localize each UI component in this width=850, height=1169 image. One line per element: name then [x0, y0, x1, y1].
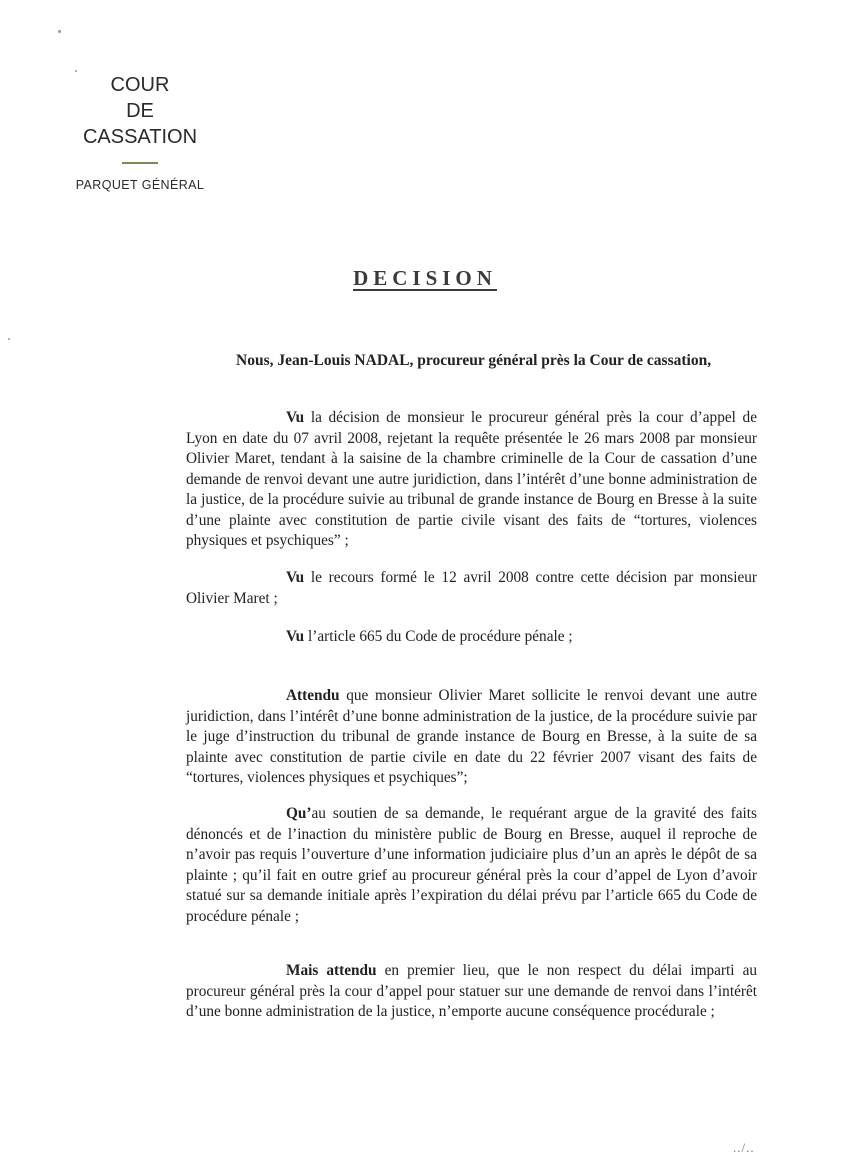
letterhead-department: PARQUET GÉNÉRAL	[75, 178, 205, 192]
letterhead-rule	[122, 162, 158, 164]
scan-speck	[8, 338, 10, 340]
intro-line: Nous, Jean-Louis NADAL, procureur général près la Cour de cassation,	[236, 352, 712, 369]
paragraph-lead: Vu	[286, 628, 305, 645]
paragraph-lead: Vu	[286, 409, 305, 426]
letterhead-line-3: CASSATION	[82, 126, 198, 148]
paragraph-text: en premier lieu, que le non respect du délai imparti au procureur général près la cour d’appel pour statuer sur une demande de renvoi dans l’intérêt d’une bonne administration de la justice, n’emporte aucune conséquence procédurale ;	[186, 962, 758, 1020]
paragraph-vu-recours	[186, 568, 757, 609]
paragraph-text: le recours formé le 12 avril 2008 contre cette décision par monsieur Olivier Maret ;	[186, 569, 757, 607]
paragraph-lead: Mais attendu	[286, 962, 377, 979]
scan-speck	[75, 70, 77, 72]
scan-speck	[58, 30, 61, 33]
paragraph-lead: Qu’	[286, 805, 312, 822]
paragraph-vu-decision	[186, 408, 757, 552]
paragraph-attendu	[186, 686, 757, 789]
letterhead	[70, 72, 210, 192]
paragraph-text: au soutien de sa demande, le requérant argue de la gravité des faits dénoncés et de l’inaction du ministère public de Bourg en Bresse, auquel il reproche de n’avoir pas requis l’ouverture d’une information judiciaire plus d’un an après le dépôt de sa plainte ; qu’il fait en outre grief au procureur général près la cour d’appel de Lyon d’avoir statué sur sa demande initiale après l’expiration du délai prévu par l’article 665 du Code de procédure pénale ;	[186, 805, 757, 925]
letterhead-line-2: DE	[126, 100, 154, 122]
paragraph-text: l’article 665 du Code de procédure pénale ;	[304, 628, 573, 645]
paragraph-text: la décision de monsieur le procureur général près la cour d’appel de Lyon en date du 07 avril 2008, rejetant la requête présentée le 26 mars 2008 par monsieur Olivier Maret, tendant à la saisine de la chambre criminelle de la Cour de cassation d’une demande de renvoi devant une autre juridiction, dans l’intérêt d’une bonne administration de la justice, de la procédure suivie au tribunal de grande instance de Bourg en Bresse à la suite d’une plainte avec constitution de partie civile visant des faits de “tortures, violences physiques et psychiques” ;	[186, 409, 757, 549]
page-continuation-mark: ../..	[733, 1140, 755, 1155]
paragraph-mais-attendu	[186, 961, 757, 1023]
letterhead-line-1: COUR	[110, 74, 170, 96]
paragraph-qu-au-soutien	[186, 804, 757, 927]
paragraph-lead: Vu	[286, 569, 305, 586]
paragraph-text: que monsieur Olivier Maret sollicite le renvoi devant une autre juridiction, dans l’intérêt d’une bonne administration de la justice, de la procédure suivie par le juge d’instruction du tribunal de grande instance de Bourg en Bresse, à la suite de sa plainte avec constitution de partie civile en date du 22 février 2007 visant des faits de “tortures, violences physiques et psychiques”;	[186, 687, 757, 786]
paragraph-lead: Attendu	[286, 687, 340, 704]
document-title: DECISION	[353, 266, 497, 290]
paragraph-vu-article	[186, 627, 757, 648]
